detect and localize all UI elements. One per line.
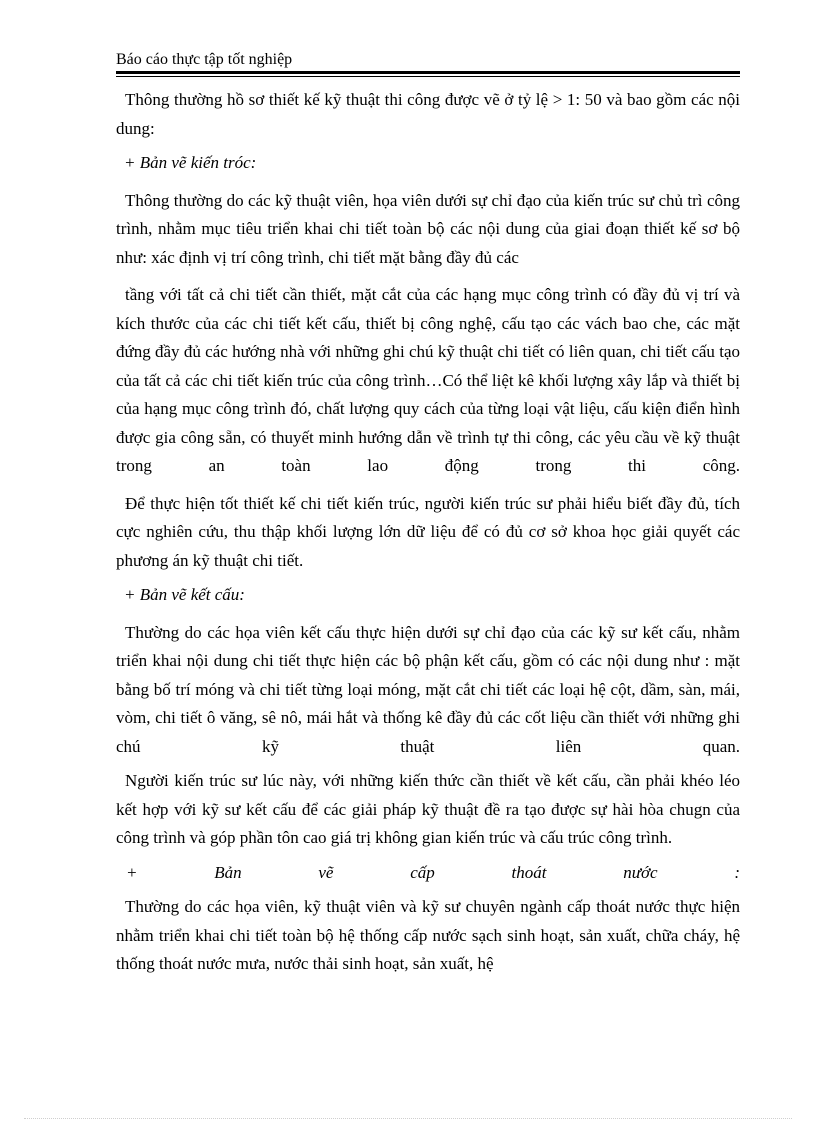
paragraph-architect-duty: Để thực hiện tốt thiết kế chi tiết kiến trúc, người kiến trúc sư phải hiểu biết đầy đủ, tích cực nghiên cứu, thu thập khối lượng lớn dữ liệu để có đủ cơ sở khoa học giải quyết các phương án kỹ thuật chi tiết. bbox=[116, 493, 740, 570]
paragraph-structure: Thường do các họa viên kết cấu thực hiện dưới sự chỉ đạo của các kỹ sư kết cấu, nhằm triển khai nội dung chi tiết thực hiện các bộ phận kết cấu, gồm có các nội dung như : mặt bằng bố trí móng và chi tiết từng loại móng, mặt cắt chi tiết các loại hệ cột, dầm, sàn, mái, vòm, chi tiết ô văng, sê nô, mái hắt và thống kê đầy đủ các cốt liệu cần thiết với những ghi chú kỹ thuật liên quan. bbox=[116, 622, 740, 756]
paragraph-architecture-1: Thông thường do các kỹ thuật viên, họa viên dưới sự chỉ đạo của kiến trúc sư chủ trì công trình, nhằm mục tiêu triển khai chi tiết toàn bộ các nội dung của giai đoạn thiết kế sơ bộ như: xác định vị trí công trình, chi tiết mặt bằng đầy đủ các bbox=[116, 190, 740, 267]
subheading-structure: + Bản vẽ kết cấu: bbox=[124, 585, 245, 604]
paragraph-architect-structure: Người kiến trúc sư lúc này, với những kiến thức cần thiết về kết cấu, cần phải khéo léo kết hợp với kỹ sư kết cấu để các giải pháp kỹ thuật đề ra tạo được sự hài hòa chugn của công trình và góp phần tôn cao giá trị không gian kiến trúc và cấu trúc công trình. bbox=[116, 771, 740, 847]
page-header-title: Báo cáo thực tập tốt nghiệp bbox=[116, 51, 293, 68]
header-rule-thin bbox=[116, 76, 740, 77]
paragraph-intro: Thông thường hồ sơ thiết kế kỹ thuật thi công được vẽ ở tỷ lệ > 1: 50 và bao gồm các nội dung: bbox=[116, 90, 740, 138]
footer-dotted-line bbox=[24, 1118, 792, 1119]
paragraph-architecture-2: tầng với tất cả chi tiết cần thiết, mặt cắt của các hạng mục công trình có đầy đủ vị trí và kích thước của các chi tiết kết cấu, thiết bị công nghệ, cấu tạo các vách bao che, các mặt đứng đầy đủ các hướng nhà với những ghi chú kỹ thuật chi tiết có liên quan, chi tiết cấu tạo của tất cả các chi tiết kiến trúc của công trình…Có thể liệt kê khối lượng xây lắp và thiết bị của hạng mục công trình đó, chất lượng quy cách của từng loại vật liệu, cấu kiện điển hình được gia công sẵn, có thuyết minh hướng dẫn về trình tự thi công, các yêu cầu về kỹ thuật trong an toàn lao động trong thi công. bbox=[116, 285, 740, 475]
header-rule-thick bbox=[116, 71, 740, 74]
subheading-plumbing: + Bản vẽ cấp thoát nước : bbox=[126, 862, 740, 882]
subheading-architecture: + Bản vẽ kiến tróc: bbox=[124, 153, 257, 172]
document-body bbox=[116, 86, 740, 979]
paragraph-plumbing: Thường do các họa viên, kỹ thuật viên và kỹ sư chuyên ngành cấp thoát nước thực hiện nhằm triển khai chi tiết toàn bộ hệ thống cấp nước sạch sinh hoạt, sản xuất, chữa cháy, hệ thống thoát nước mưa, nước thải sinh hoạt, sản xuất, hệ bbox=[116, 897, 740, 973]
